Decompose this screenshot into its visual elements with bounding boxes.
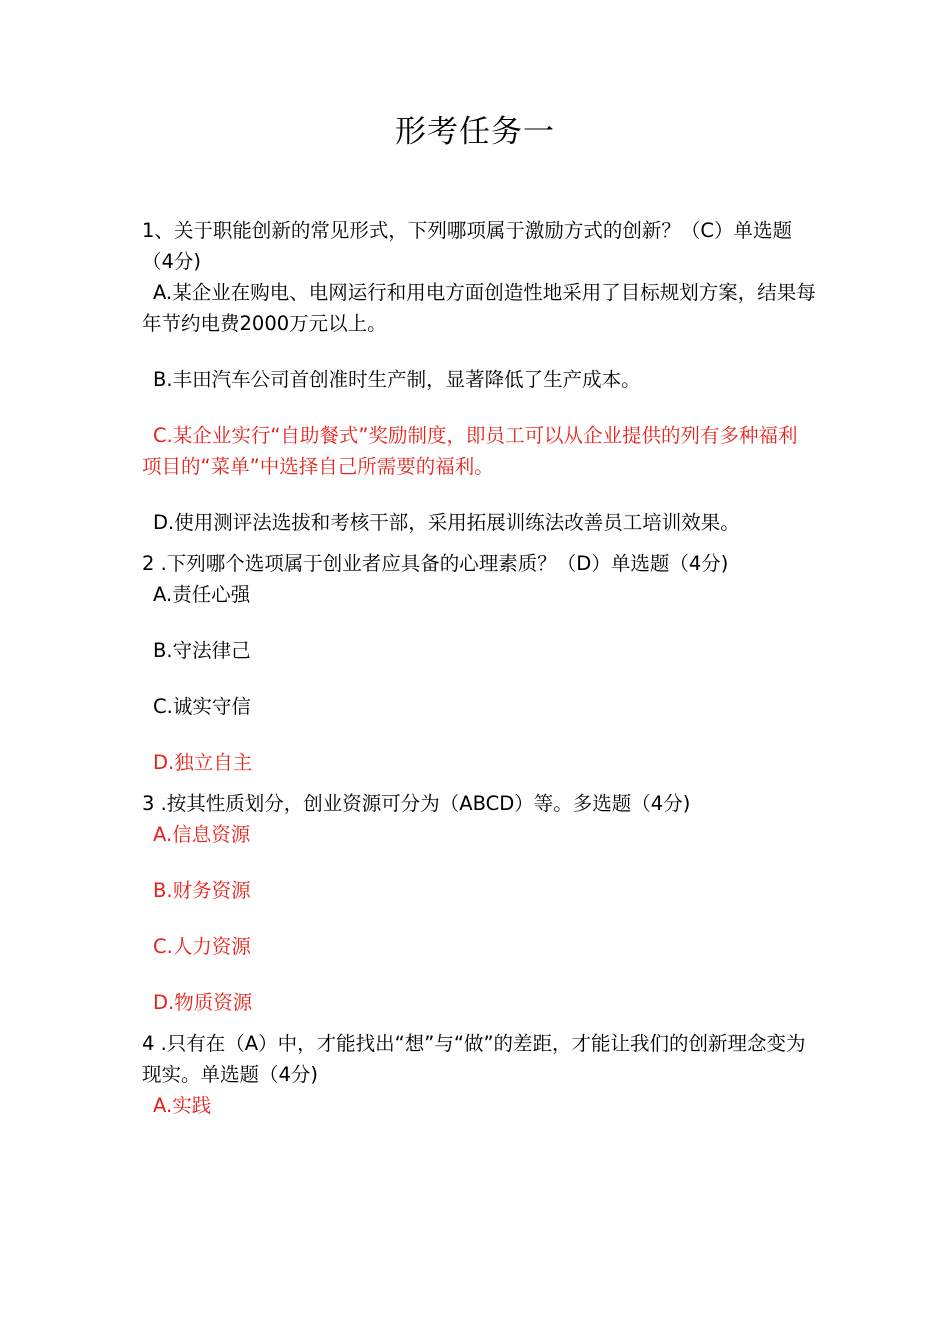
question-list: [142, 215, 817, 1121]
option-b: B.守法律己: [153, 639, 251, 662]
option-c: C.诚实守信: [153, 695, 251, 718]
option-a-correct: A.实践: [153, 1094, 212, 1117]
option-c-correct: C.人力资源: [153, 935, 251, 958]
question-stem: 2 .下列哪个选项属于创业者应具备的心理素质？（D）单选题（4分): [142, 552, 729, 575]
question-4: [142, 1028, 817, 1121]
question-stem: 3 .按其性质划分，创业资源可分为（ABCD）等。多选题（4分): [142, 792, 691, 815]
option-d-correct: D.独立自主: [153, 751, 253, 774]
option-d-correct: D.物质资源: [153, 991, 253, 1014]
option-a: A.某企业在购电、电网运行和用电方面创造性地采用了目标规划方案，结果每年节约电费2000万元以上。: [142, 281, 816, 335]
question-stem: 1、关于职能创新的常见形式，下列哪项属于激励方式的创新？（C）单选题（4分): [142, 219, 793, 273]
question-2: [142, 548, 817, 778]
option-a-correct: A.信息资源: [153, 823, 251, 846]
question-1: [142, 215, 817, 538]
option-a: A.责任心强: [153, 583, 251, 606]
option-c-correct: C.某企业实行“自助餐式”奖励制度，即员工可以从企业提供的列有多种福利项目的“菜单”中选择自己所需要的福利。: [142, 424, 798, 478]
option-d: D.使用测评法选拔和考核干部，采用拓展训练法改善员工培训效果。: [153, 511, 740, 534]
option-b-correct: B.财务资源: [153, 879, 251, 902]
page-title: 形考任务一: [395, 114, 555, 150]
question-3: [142, 788, 817, 1018]
question-stem: 4 .只有在（A）中，才能找出“想”与“做”的差距，才能让我们的创新理念变为现实。单选题（4分): [142, 1032, 806, 1086]
option-b: B.丰田汽车公司首创准时生产制，显著降低了生产成本。: [153, 368, 641, 391]
